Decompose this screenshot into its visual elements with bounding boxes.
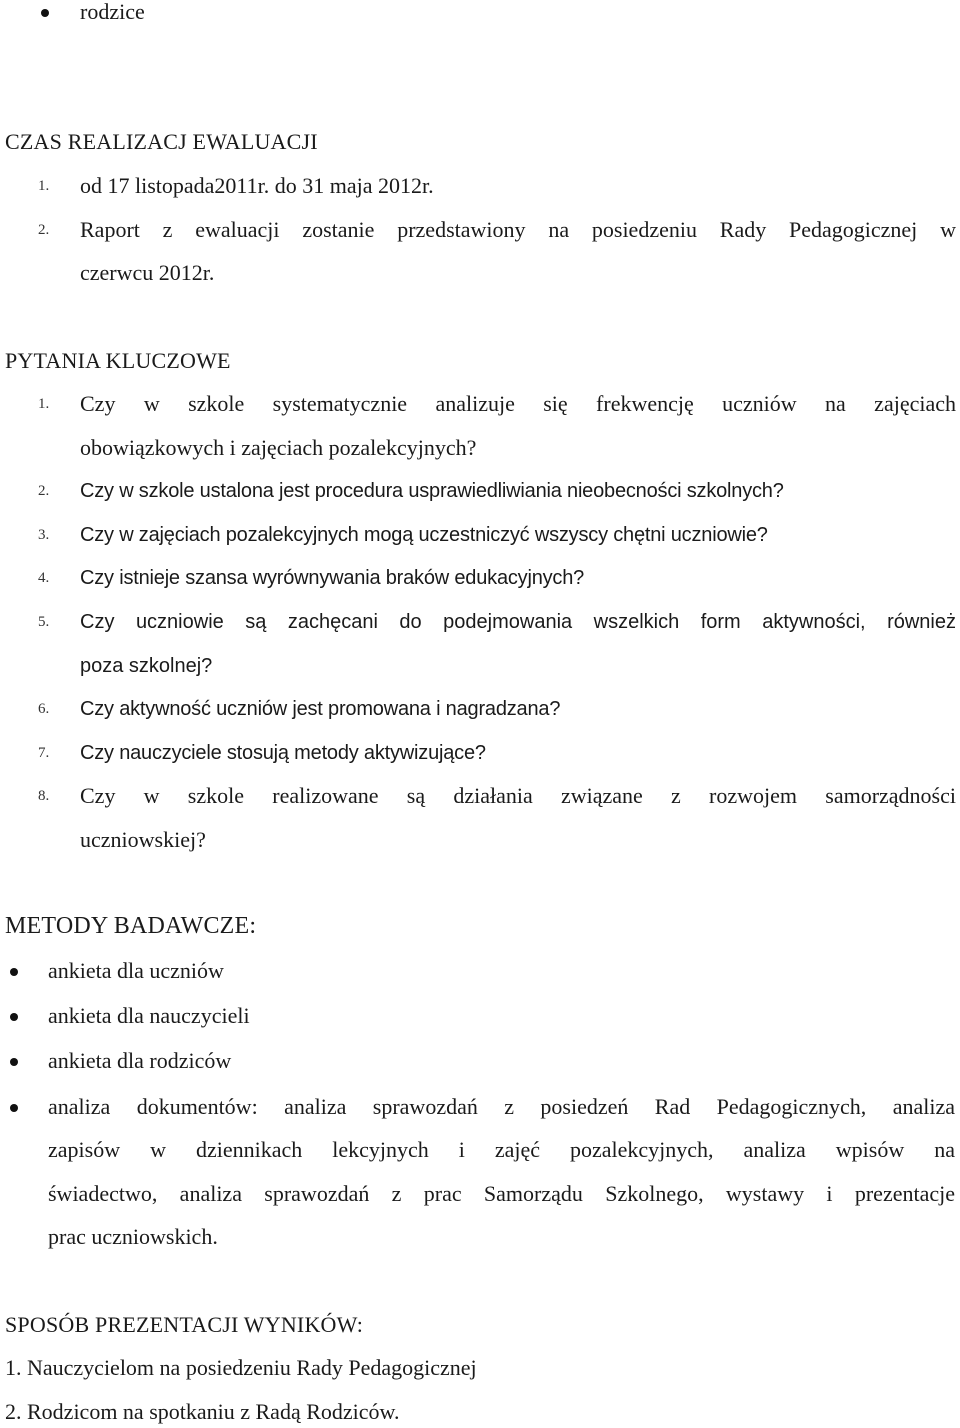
list-item-text: ankieta dla rodziców <box>48 1048 232 1073</box>
list-item-text <box>80 782 956 810</box>
list-item-text <box>48 1093 955 1121</box>
list-item-text <box>80 216 956 244</box>
list-number: 6. <box>38 701 50 717</box>
list-number: 7. <box>38 745 50 761</box>
list-item-text: ankieta dla uczniów <box>48 958 224 983</box>
list-item-line: Czy w szkole realizowane są działania związane z rozwojem samorządności <box>80 783 956 808</box>
list-item-text: ankieta dla nauczycieli <box>48 1003 250 1028</box>
list-number: 1. <box>38 178 50 194</box>
list-number: 3. <box>38 527 50 543</box>
intro-bullet-text: rodzice <box>80 0 145 24</box>
list-item-text <box>80 608 956 636</box>
list-item-text-continued <box>48 1180 955 1208</box>
list-item-line: analiza dokumentów: analiza sprawozdań z posiedzeń Rad Pedagogicznych, analiza <box>48 1094 955 1119</box>
bullet-icon <box>10 1013 18 1021</box>
list-item-text: Czy istnieje szansa wyrównywania braków edukacyjnych? <box>80 567 585 589</box>
list-item-line: Czy w szkole systematycznie analizuje się frekwencję uczniów na zajęciach <box>80 391 956 416</box>
list-item-text: 2. Rodzicom na spotkaniu z Radą Rodziców. <box>5 1399 400 1424</box>
section-heading-timeline: CZAS REALIZACJ EWALUACJI <box>5 129 318 154</box>
list-item-text <box>80 390 956 418</box>
list-item-text: Czy w zajęciach pozalekcyjnych mogą uczestniczyć wszyscy chętni uczniowie? <box>80 524 768 546</box>
list-item-text: od 17 listopada2011r. do 31 maja 2012r. <box>80 173 434 198</box>
list-item-text-continued: prac uczniowskich. <box>48 1224 218 1249</box>
list-item-line: Czy uczniowie są zachęcani do podejmowania wszelkich form aktywności, również <box>80 611 956 633</box>
section-heading-results-presentation: SPOSÓB PREZENTACJI WYNIKÓW: <box>5 1312 364 1337</box>
bullet-icon <box>41 9 49 17</box>
list-number: 4. <box>38 570 50 586</box>
list-item-line: zapisów w dziennikach lekcyjnych i zajęć pozalekcyjnych, analiza wpisów na <box>48 1137 955 1162</box>
list-item-text: Czy w szkole ustalona jest procedura usprawiedliwiania nieobecności szkolnych? <box>80 480 784 502</box>
list-number: 8. <box>38 788 50 804</box>
list-number: 1. <box>38 396 50 412</box>
list-item-text-continued <box>48 1136 955 1164</box>
list-item-text-continued: czerwcu 2012r. <box>80 260 215 285</box>
list-item-text: 1. Nauczycielom na posiedzeniu Rady Pedagogicznej <box>5 1355 477 1380</box>
list-item-text-continued: poza szkolnej? <box>80 655 213 677</box>
bullet-icon <box>10 968 18 976</box>
list-item-text-continued: uczniowskiej? <box>80 827 206 852</box>
section-heading-key-questions: PYTANIA KLUCZOWE <box>5 348 231 373</box>
list-item-line: świadectwo, analiza sprawozdań z prac Samorządu Szkolnego, wystawy i prezentacje <box>48 1181 955 1206</box>
section-heading-research-methods: METODY BADAWCZE: <box>5 913 257 939</box>
list-number: 2. <box>38 483 50 499</box>
list-number: 5. <box>38 614 50 630</box>
list-item-text-continued: obowiązkowych i zajęciach pozalekcyjnych? <box>80 435 477 460</box>
bullet-icon <box>10 1104 18 1112</box>
bullet-icon <box>10 1058 18 1066</box>
list-item-text: Czy nauczyciele stosują metody aktywizujące? <box>80 742 486 764</box>
list-number: 2. <box>38 222 50 238</box>
list-item-text: Czy aktywność uczniów jest promowana i nagradzana? <box>80 698 561 720</box>
list-item-line: Raport z ewaluacji zostanie przedstawiony na posiedzeniu Rady Pedagogicznej w <box>80 217 956 242</box>
